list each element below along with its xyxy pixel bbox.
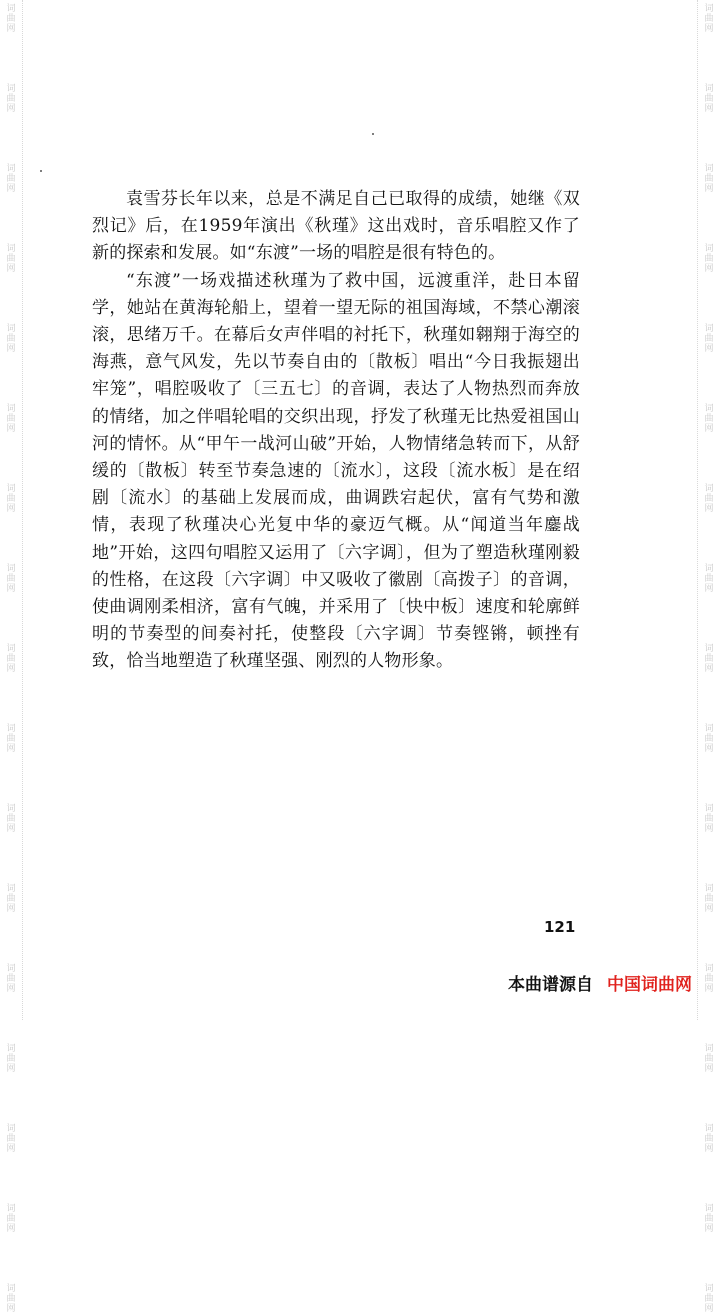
watermark-char: 曲 (6, 94, 16, 104)
watermark-group (704, 1284, 713, 1314)
watermark-char: 网 (704, 984, 714, 994)
brand-link[interactable]: 中国词曲网 (607, 975, 692, 995)
watermark-char: 词 (704, 164, 714, 174)
right-watermark-strip (700, 0, 718, 1314)
watermark-char: 网 (6, 264, 16, 274)
watermark-char: 词 (704, 644, 714, 654)
watermark-group (6, 164, 15, 194)
watermark-char: 词 (704, 84, 714, 94)
watermark-char: 网 (6, 104, 16, 114)
watermark-char: 曲 (6, 1294, 16, 1304)
watermark-group (6, 884, 15, 914)
watermark-char: 曲 (6, 14, 16, 24)
watermark-char: 网 (704, 184, 714, 194)
watermark-char: 词 (704, 244, 714, 254)
watermark-char: 网 (704, 264, 714, 274)
watermark-char: 网 (6, 344, 16, 354)
watermark-char: 词 (6, 4, 16, 14)
watermark-char: 词 (6, 1124, 16, 1134)
watermark-char: 网 (6, 664, 16, 674)
paragraph-2: “东渡”一场戏描述秋瑾为了救中国，远渡重洋，赴日本留学，她站在黄海轮船上，望着一望无际的祖国海域，不禁心潮滚滚，思绪万千。在幕后女声伴唱的衬托下，秋瑾如翱翔于海空的海燕，意气风发，先以节奏自由的〔散板〕唱出“今日我振翅出牢笼”，唱腔吸收了〔三五七〕的音调，表达了人物热烈而奔放的情绪，加之伴唱轮唱的交织出现，抒发了秋瑾无比热爱祖国山河的情怀。从“甲午一战河山破”开始，人物情绪急转而下，从舒缓的〔散板〕转至节奏急速的〔流水〕，这段〔流水板〕是在绍剧〔流水〕的基础上发展而成，曲调跌宕起伏，富有气势和激情，表现了秋瑾决心光复中华的豪迈气概。从“闻道当年鏖战地”开始，这四句唱腔又运用了〔六字调〕，但为了塑造秋瑾刚毅的性格，在这段〔六字调〕中又吸收了徽剧〔高拨子〕的音调，使曲调刚柔相济，富有气魄，并采用了〔快中板〕速度和轮廓鲜明的节奏型的间奏衬托，使整段〔六字调〕节奏铿锵，顿挫有致，恰当地塑造了秋瑾坚强、刚烈的人物形象。 (92, 270, 580, 672)
watermark-char: 曲 (704, 494, 714, 504)
watermark-group (6, 644, 15, 674)
watermark-char: 词 (6, 1284, 16, 1294)
watermark-char: 词 (6, 1204, 16, 1214)
watermark-char: 网 (704, 1144, 714, 1154)
watermark-char: 词 (6, 724, 16, 734)
watermark-char: 网 (6, 1144, 16, 1154)
scan-speck (372, 133, 374, 135)
right-margin-dotted-line (697, 0, 698, 1020)
watermark-char: 曲 (6, 254, 16, 264)
watermark-char: 词 (704, 4, 714, 14)
watermark-char: 曲 (6, 334, 16, 344)
watermark-char: 词 (6, 404, 16, 414)
watermark-char: 词 (704, 564, 714, 574)
watermark-char: 词 (6, 804, 16, 814)
watermark-char: 词 (6, 884, 16, 894)
scan-speck (40, 170, 42, 172)
watermark-char: 曲 (6, 494, 16, 504)
source-footer (508, 970, 692, 995)
watermark-char: 词 (704, 1044, 714, 1054)
watermark-group (704, 4, 713, 34)
watermark-char: 词 (704, 1204, 714, 1214)
watermark-char: 曲 (704, 734, 714, 744)
watermark-char: 网 (6, 1224, 16, 1234)
watermark-group (704, 244, 713, 274)
watermark-char: 网 (704, 744, 714, 754)
watermark-group (6, 4, 15, 34)
watermark-char: 曲 (704, 414, 714, 424)
watermark-group (704, 164, 713, 194)
watermark-char: 网 (6, 584, 16, 594)
watermark-char: 曲 (704, 334, 714, 344)
watermark-char: 网 (6, 904, 16, 914)
watermark-char: 网 (704, 664, 714, 674)
watermark-char: 网 (704, 824, 714, 834)
watermark-char: 曲 (704, 574, 714, 584)
watermark-group (704, 1044, 713, 1074)
watermark-char: 词 (704, 404, 714, 414)
watermark-group (704, 644, 713, 674)
watermark-char: 曲 (6, 814, 16, 824)
watermark-char: 词 (6, 484, 16, 494)
watermark-char: 词 (704, 964, 714, 974)
watermark-char: 曲 (704, 174, 714, 184)
watermark-char: 曲 (6, 1134, 16, 1144)
watermark-group (6, 1124, 15, 1154)
watermark-char: 词 (6, 84, 16, 94)
watermark-char: 曲 (704, 894, 714, 904)
watermark-char: 曲 (6, 414, 16, 424)
watermark-group (6, 244, 15, 274)
watermark-group (704, 884, 713, 914)
watermark-char: 网 (6, 824, 16, 834)
watermark-char: 曲 (6, 574, 16, 584)
watermark-char: 曲 (6, 1214, 16, 1224)
watermark-group (6, 1284, 15, 1314)
watermark-group (704, 564, 713, 594)
watermark-char: 网 (704, 424, 714, 434)
watermark-char: 曲 (704, 1134, 714, 1144)
watermark-char: 网 (704, 104, 714, 114)
watermark-char: 曲 (704, 254, 714, 264)
watermark-char: 网 (6, 1304, 16, 1314)
watermark-char: 词 (6, 644, 16, 654)
watermark-char: 词 (6, 244, 16, 254)
watermark-group (6, 1044, 15, 1074)
watermark-group (704, 724, 713, 754)
watermark-group (704, 1204, 713, 1234)
watermark-char: 曲 (6, 734, 16, 744)
watermark-char: 网 (6, 504, 16, 514)
watermark-char: 曲 (704, 814, 714, 824)
watermark-char: 词 (704, 724, 714, 734)
watermark-char: 词 (6, 1044, 16, 1054)
watermark-char: 曲 (6, 894, 16, 904)
watermark-char: 曲 (704, 654, 714, 664)
watermark-char: 词 (6, 964, 16, 974)
watermark-char: 网 (704, 904, 714, 914)
source-label: 本曲谱源自 (508, 975, 593, 995)
watermark-char: 曲 (704, 94, 714, 104)
paragraph-1: 袁雪芬长年以来，总是不满足自己已取得的成绩，她继《双烈记》后，在1959年演出《秋瑾》这出戏时，音乐唱腔又作了新的探索和发展。如“东渡”一场的唱腔是很有特色的。 (92, 189, 580, 264)
watermark-char: 曲 (6, 654, 16, 664)
article-body (92, 186, 580, 676)
watermark-group (704, 964, 713, 994)
watermark-char: 网 (704, 1304, 714, 1314)
watermark-group (6, 324, 15, 354)
watermark-char: 词 (704, 1284, 714, 1294)
watermark-char: 曲 (704, 974, 714, 984)
watermark-char: 曲 (704, 1294, 714, 1304)
watermark-char: 网 (704, 504, 714, 514)
watermark-char: 网 (704, 344, 714, 354)
watermark-group (6, 404, 15, 434)
watermark-group (704, 1124, 713, 1154)
watermark-char: 网 (6, 184, 16, 194)
watermark-char: 网 (6, 24, 16, 34)
watermark-char: 曲 (6, 174, 16, 184)
watermark-group (6, 804, 15, 834)
watermark-char: 词 (6, 324, 16, 334)
watermark-char: 网 (6, 984, 16, 994)
left-watermark-strip (2, 0, 20, 1314)
watermark-char: 词 (704, 1124, 714, 1134)
watermark-char: 词 (704, 324, 714, 334)
watermark-char: 网 (6, 424, 16, 434)
watermark-char: 曲 (6, 1054, 16, 1064)
watermark-group (6, 84, 15, 114)
watermark-group (6, 564, 15, 594)
watermark-group (704, 324, 713, 354)
watermark-group (6, 1204, 15, 1234)
watermark-char: 词 (6, 164, 16, 174)
watermark-char: 词 (704, 804, 714, 814)
watermark-char: 词 (704, 884, 714, 894)
watermark-group (704, 404, 713, 434)
watermark-group (704, 84, 713, 114)
watermark-char: 曲 (6, 974, 16, 984)
watermark-char: 词 (704, 484, 714, 494)
watermark-group (704, 484, 713, 514)
watermark-char: 网 (6, 1064, 16, 1074)
watermark-char: 曲 (704, 1214, 714, 1224)
watermark-char: 曲 (704, 14, 714, 24)
watermark-group (704, 804, 713, 834)
watermark-char: 网 (6, 744, 16, 754)
watermark-char: 网 (704, 1064, 714, 1074)
watermark-char: 词 (6, 564, 16, 574)
watermark-char: 网 (704, 584, 714, 594)
watermark-group (6, 484, 15, 514)
page-number: 121 (544, 918, 576, 936)
watermark-char: 网 (704, 1224, 714, 1234)
watermark-group (6, 724, 15, 754)
watermark-group (6, 964, 15, 994)
left-margin-dotted-line (22, 0, 23, 1020)
watermark-char: 曲 (704, 1054, 714, 1064)
watermark-char: 网 (704, 24, 714, 34)
